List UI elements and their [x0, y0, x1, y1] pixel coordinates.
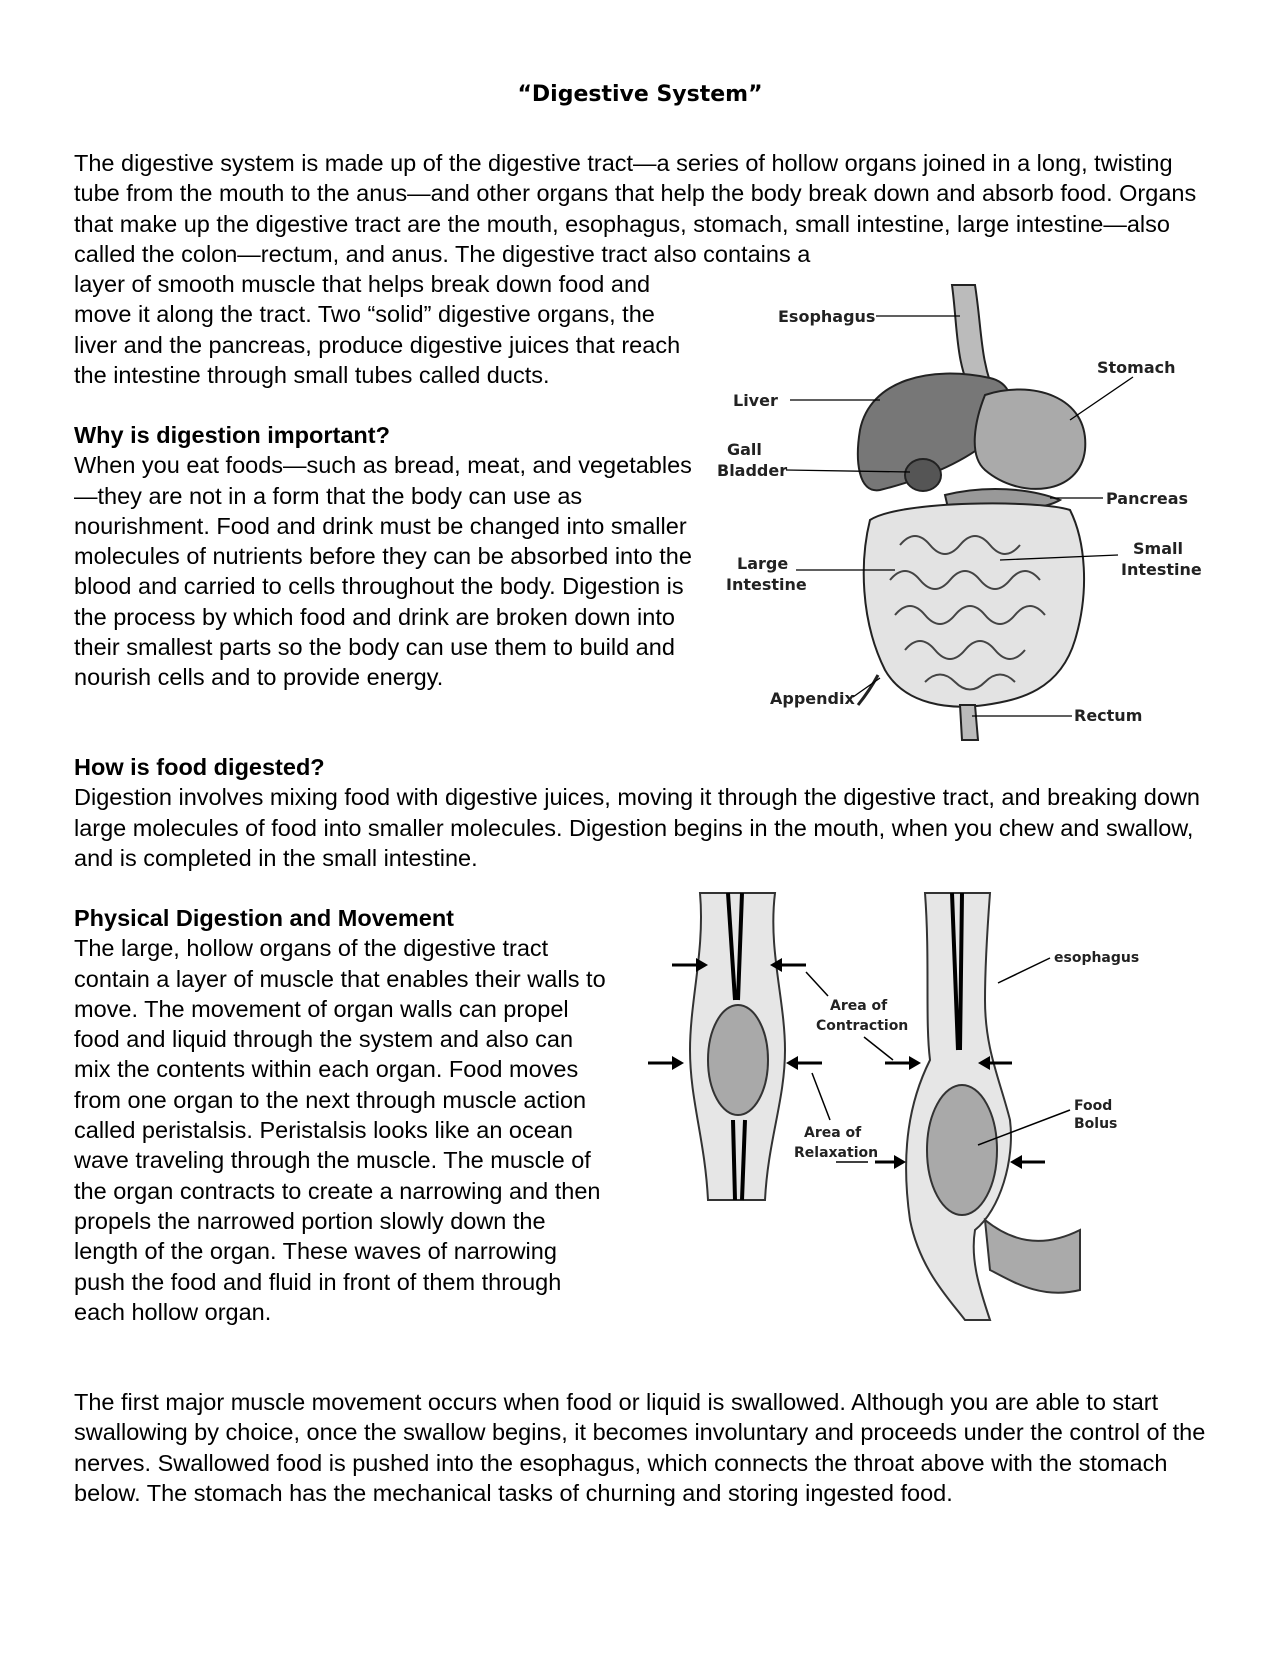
label-bladder: Bladder	[717, 461, 788, 480]
section-body-how: Digestion involves mixing food with digestive juices, moving it through the digestive tract, and breaking down large molecules of food into smaller molecules. Digestion begins in the mouth, when you chew and swallow, and is completed in the small intestine.	[74, 784, 1200, 871]
label-bolus: Bolus	[1074, 1116, 1118, 1132]
label-large-intestine: Intestine	[726, 575, 807, 594]
document-title: “Digestive System”	[517, 82, 763, 107]
label-small-intestine: Intestine	[1121, 560, 1202, 579]
label-gall: Gall	[727, 440, 762, 459]
label-relaxation-1: Area of	[804, 1125, 862, 1141]
label-large: Large	[737, 554, 789, 573]
section-body-why: When you eat foods—such as bread, meat, and vegetables—they are not in a form that the body can use as nourishment. Food and drink must be changed into smaller molecules of nutrients before they can be absorbed into the blood and carried to cells throughout the body. Digestion is the process by which food and drink are broken down into their smallest parts so the body can use them to build and nourish cells and to provide energy.	[74, 452, 692, 691]
label-small: Small	[1133, 539, 1183, 558]
label-stomach: Stomach	[1097, 358, 1176, 377]
label-rectum: Rectum	[1074, 706, 1143, 725]
label-pancreas: Pancreas	[1106, 489, 1189, 508]
section-heading-how: How is food digested?	[74, 754, 325, 780]
label-food: Food	[1074, 1098, 1113, 1114]
section-body-physical: The large, hollow organs of the digestive tract contain a layer of muscle that enables their walls to move. The movement of organ walls can propel food and liquid through the system and also can mix the contents within each organ. Food moves from one organ to the next through muscle action called peristalsis. Peristalsis looks like an ocean wave traveling through the muscle. The muscle of the organ contracts to create a narrowing and then propels the narrowed portion slowly down the length of the organ. These waves of narrowing push the food and fluid in front of them through each hollow organ.	[74, 935, 606, 1325]
label-contraction-2: Contraction	[816, 1018, 909, 1034]
label-relaxation-2: Relaxation	[794, 1145, 879, 1161]
esophagus-left-section	[690, 893, 785, 1200]
label-esophagus: Esophagus	[778, 307, 876, 326]
intro-paragraph-continued: layer of smooth muscle that helps break down food and move it along the tract. Two “solid” digestive organs, the liver and the pancreas, produce digestive juices that reach the intestine through small tubes called ducts.	[74, 271, 681, 388]
label-liver: Liver	[733, 391, 778, 410]
section-heading-why: Why is digestion important?	[74, 422, 390, 448]
food-bolus-right	[927, 1085, 997, 1215]
swallow-paragraph: The first major muscle movement occurs when food or liquid is swallowed. Although you are able to start swallowing by choice, once the swallow begins, it becomes involuntary and proceeds under the control of the nerves. Swallowed food is pushed into the esophagus, which connects the throat above with the stomach below. The stomach has the mechanical tasks of churning and storing ingested food.	[74, 1389, 1206, 1506]
food-bolus-left	[708, 1005, 768, 1115]
intro-paragraph-top: The digestive system is made up of the digestive tract—a series of hollow organs joined in a long, twisting tube from the mouth to the anus—and other organs that help the body break down and absorb food. Organs that make up the digestive tract are the mouth, esophagus, stomach, small intestine, large intestine—also called the colon—rectum, and anus. The digestive tract also contains a	[74, 150, 1197, 267]
label-appendix: Appendix	[770, 689, 855, 708]
label-esophagus-small: esophagus	[1054, 950, 1140, 966]
section-heading-physical: Physical Digestion and Movement	[74, 905, 455, 931]
label-contraction-1: Area of	[830, 998, 888, 1014]
